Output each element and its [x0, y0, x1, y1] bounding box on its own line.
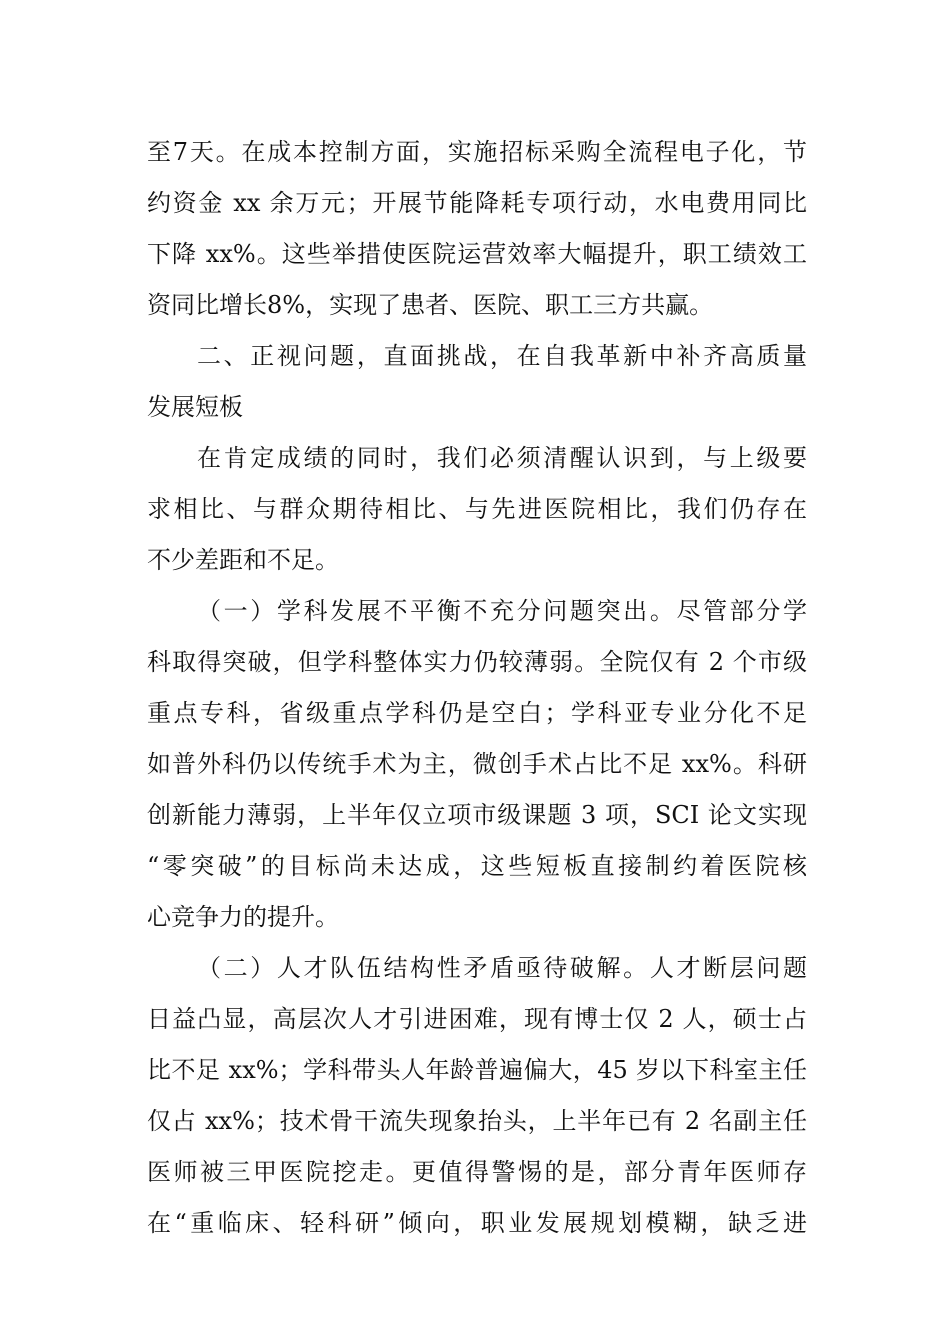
- paragraph-line: 资同比增长8%，实现了患者、医院、职工三方共赢。: [147, 291, 714, 319]
- paragraph-line: 在肯定成绩的同时，我们必须清醒认识到，与上级要: [197, 444, 807, 472]
- paragraph-line: 医师被三甲医院挖走。更值得警惕的是，部分青年医师存: [147, 1158, 807, 1186]
- paragraph-line: 仅占 xx%；技术骨干流失现象抬头，上半年已有 2 名副主任: [147, 1107, 807, 1135]
- paragraph-line: 心竞争力的提升。: [147, 903, 339, 931]
- paragraph-line: （二）人才队伍结构性矛盾亟待破解。人才断层问题: [197, 954, 807, 982]
- paragraph-line: 下降 xx%。这些举措使医院运营效率大幅提升，职工绩效工: [147, 240, 807, 268]
- paragraph-line: 日益凸显，高层次人才引进困难，现有博士仅 2 人，硕士占: [147, 1005, 807, 1033]
- paragraph-line: 求相比、与群众期待相比、与先进医院相比，我们仍存在: [147, 495, 807, 523]
- paragraph-line: “零突破”的目标尚未达成，这些短板直接制约着医院核: [147, 852, 807, 880]
- paragraph-line: （一）学科发展不平衡不充分问题突出。尽管部分学: [197, 597, 807, 625]
- paragraph-line: 比不足 xx%；学科带头人年龄普遍偏大，45 岁以下科室主任: [147, 1056, 807, 1084]
- paragraph-line: 重点专科，省级重点学科仍是空白；学科亚专业分化不足: [147, 699, 807, 727]
- paragraph-line: 科取得突破，但学科整体实力仍较薄弱。全院仅有 2 个市级: [147, 648, 807, 676]
- paragraph-line: 不少差距和不足。: [147, 546, 339, 574]
- paragraph-line: 至7天。在成本控制方面，实施招标采购全流程电子化，节: [147, 138, 807, 166]
- paragraph-line: 创新能力薄弱，上半年仅立项市级课题 3 项，SCI 论文实现: [147, 801, 807, 829]
- section-heading-line: 发展短板: [147, 393, 243, 421]
- section-heading-line: 二、正视问题，直面挑战，在自我革新中补齐高质量: [197, 342, 807, 370]
- paragraph-line: 在“重临床、轻科研”倾向，职业发展规划模糊，缺乏进: [147, 1209, 807, 1237]
- paragraph-line: 如普外科仍以传统手术为主，微创手术占比不足 xx%。科研: [147, 750, 807, 778]
- paragraph-line: 约资金 xx 余万元；开展节能降耗专项行动，水电费用同比: [147, 189, 807, 217]
